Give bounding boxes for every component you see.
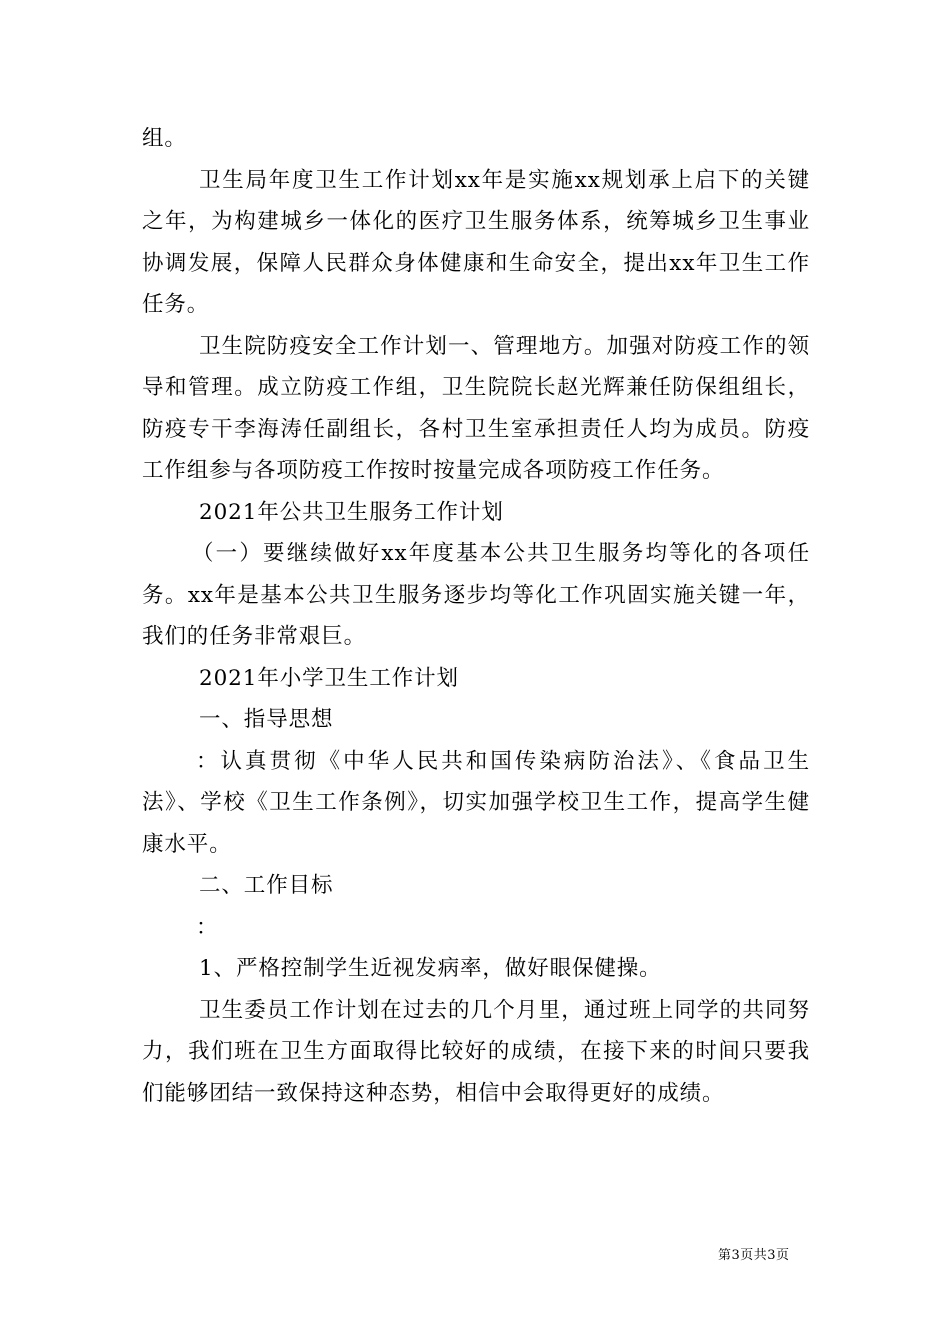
heading-guiding-ideology: 一、指导思想 (199, 707, 334, 732)
heading-school-health-plan: 2021年小学卫生工作计划 (199, 665, 459, 691)
paragraph-public-health-task: （一）要继续做好xx年度基本公共卫生服务均等化的各项任务。xx年是基本公共卫生服务逐步均等化工作巩固实施关键一年，我们的任务非常艰巨。 (142, 541, 810, 649)
paragraph-colon: ： (196, 914, 219, 940)
paragraph-health-committee-plan: 卫生委员工作计划在过去的几个月里，通过班上同学的共同努力，我们班在卫生方面取得比较好的成绩，在接下来的时间只要我们能够团结一致保持这种态势，相信中会取得更好的成绩。 (142, 997, 810, 1106)
paragraph-guiding-ideology: ：认真贯彻《中华人民共和国传染病防治法》、《食品卫生法》、学校《卫生工作条例》，切实加强学校卫生工作，提高学生健康水平。 (142, 748, 810, 857)
page-number-footer: 第3页共3页 (718, 1248, 790, 1263)
paragraph-continuation: 组。 (142, 126, 187, 151)
paragraph-health-bureau-plan: 卫生局年度卫生工作计划xx年是实施xx规划承上启下的关键之年，为构建城乡一体化的医疗卫生服务体系，统筹城乡卫生事业协调发展，保障人民群众身体健康和生命安全，提出xx年卫生工作任务。 (142, 167, 810, 317)
paragraph-epidemic-prevention-plan: 卫生院防疫安全工作计划一、管理地方。加强对防疫工作的领导和管理。成立防疫工作组，卫生院院长赵光辉兼任防保组组长，防疫专干李海涛任副组长，各村卫生室承担责任人均为成员。防疫工作组参与各项防疫工作按时按量完成各项防疫工作任务。 (142, 333, 810, 483)
document-body (142, 118, 810, 1114)
heading-public-health-plan: 2021年公共卫生服务工作计划 (199, 499, 504, 525)
paragraph-goal-1: 1、严格控制学生近视发病率，做好眼保健操。 (199, 956, 662, 981)
heading-work-goals: 二、工作目标 (199, 873, 334, 898)
